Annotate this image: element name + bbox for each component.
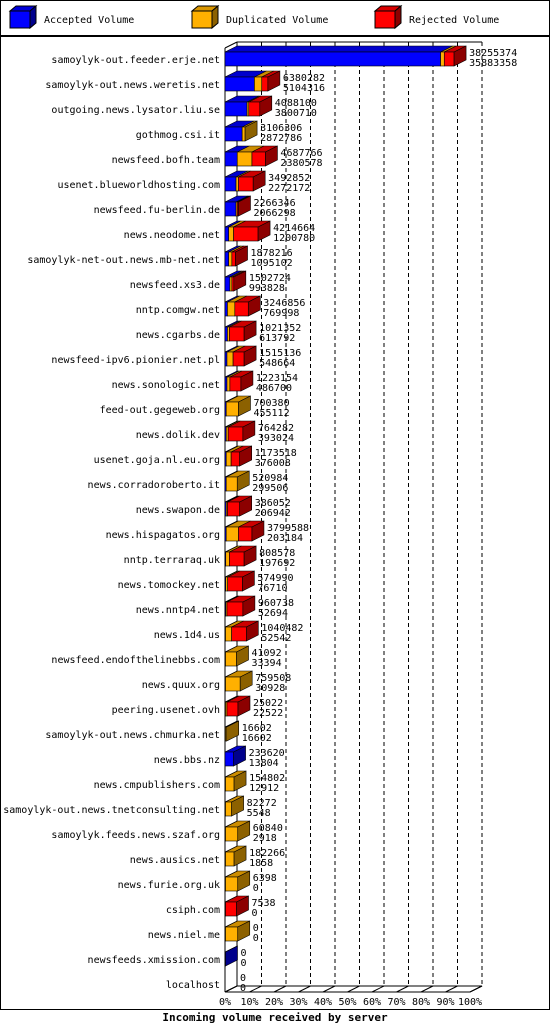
bar-segment-2: [229, 552, 244, 566]
value-label-accepted: 5548: [246, 808, 271, 819]
legend-swatch: [10, 11, 30, 28]
value-label-accepted: 0: [252, 883, 259, 894]
category-label: samoylyk-out.news.chmurka.net: [45, 730, 220, 741]
bar-segment-0: [225, 77, 254, 91]
bar-segment-2: [228, 427, 243, 441]
bar-side: [225, 946, 237, 966]
category-label: news.cgarbs.de: [135, 330, 220, 341]
value-label-total: 574990: [257, 573, 294, 584]
value-label-accepted: 16602: [241, 733, 272, 744]
value-label-accepted: 3800710: [274, 108, 317, 119]
value-label-total: 386052: [254, 498, 291, 509]
value-label-accepted: 33394: [251, 658, 282, 669]
bar-segment-2: [234, 227, 259, 241]
category-label: news.neodome.net: [123, 230, 220, 241]
bar-segment-1: [254, 77, 261, 91]
bar-segment-0: [225, 152, 237, 166]
category-label: newsfeed.fu-berlin.de: [93, 205, 220, 216]
bar-segment-1: [225, 852, 234, 866]
category-label: news.corradoroberto.it: [87, 480, 220, 491]
bar-segment-0: [225, 202, 236, 216]
value-label-accepted: 30928: [255, 683, 286, 694]
bar-segment-2: [262, 77, 268, 91]
bar-segment-1: [226, 402, 238, 416]
bar-segment-1: [227, 302, 234, 316]
value-label-accepted: 455112: [253, 408, 290, 419]
category-label: usenet.blueworldhosting.com: [57, 180, 220, 191]
value-label-total: 960738: [257, 598, 295, 609]
category-label: newsfeed.endofthelinebbs.com: [51, 655, 220, 666]
x-tick-label: 80%: [411, 997, 431, 1008]
bar-segment-1: [225, 677, 240, 691]
category-label: newsfeed.xs3.de: [129, 280, 220, 291]
value-label-accepted: 1095102: [250, 258, 293, 269]
value-label-accepted: 2066298: [253, 208, 296, 219]
bar-segment-1: [227, 352, 233, 366]
legend-swatch: [192, 11, 212, 28]
value-label-total: 700380: [253, 398, 290, 409]
bar-segment-1: [225, 777, 234, 791]
bar-segment-2: [231, 452, 240, 466]
value-label-accepted: 22522: [252, 708, 284, 719]
category-label: newsfeed-ipv6.pionier.net.pl: [51, 355, 220, 366]
bar-segment-2: [227, 602, 243, 616]
bar-segment-1: [441, 52, 445, 66]
bar-segment-1: [226, 452, 231, 466]
bar-segment-0: [225, 252, 229, 266]
category-label: usenet.goja.nl.eu.org: [93, 455, 220, 466]
value-label-accepted: 12912: [249, 783, 280, 794]
bar-segment-1: [225, 827, 237, 841]
value-label-total: 3492852: [268, 173, 311, 184]
value-label-total: 1878216: [250, 248, 293, 259]
value-label-accepted: 76710: [257, 583, 288, 594]
bar-segment-1: [227, 377, 230, 391]
value-label-total: 4088100: [274, 98, 317, 109]
value-label-accepted: 2272172: [268, 183, 311, 194]
bar-segment-0: [225, 302, 227, 316]
bar-segment-2: [225, 902, 236, 916]
x-tick-label: 40%: [313, 997, 333, 1008]
category-label: newsfeed.bofh.team: [111, 155, 220, 166]
category-label: news.tomockey.net: [117, 580, 220, 591]
value-label-total: 3106306: [260, 123, 303, 134]
category-label: gothmog.csi.it: [135, 130, 220, 141]
bar-segment-1: [237, 152, 252, 166]
x-tick-label: 100%: [457, 997, 483, 1008]
bar-segment-1: [225, 927, 237, 941]
bar-segment-1: [225, 802, 231, 816]
value-label-total: 759508: [255, 673, 292, 684]
value-label-total: 154802: [249, 773, 286, 784]
value-label-total: 808578: [259, 548, 296, 559]
x-tick-label: 30%: [289, 997, 308, 1008]
value-label-total: 0: [240, 973, 247, 984]
value-label-accepted: 393024: [257, 433, 295, 444]
bar-segment-1: [242, 127, 245, 141]
category-label: outgoing.news.lysator.liu.se: [51, 105, 220, 116]
value-label-total: 1173518: [254, 448, 297, 459]
value-label-accepted: 2918: [252, 833, 277, 844]
value-label-total: 4687766: [280, 148, 323, 159]
bar-segment-0: [225, 127, 242, 141]
x-tick-label: 50%: [338, 997, 357, 1008]
value-label-accepted: 376008: [254, 458, 291, 469]
value-label-total: 0: [252, 923, 259, 934]
x-tick-label: 0%: [218, 997, 232, 1008]
bar-segment-0: [225, 52, 441, 66]
value-label-accepted: 2872786: [260, 133, 303, 144]
category-label: news.1d4.us: [153, 630, 220, 641]
bar-segment-0: [225, 227, 229, 241]
category-label: samoylyk-net-out.news.mb-net.net: [27, 255, 220, 266]
value-label-accepted: 299506: [252, 483, 289, 494]
bar-top-0: [225, 46, 453, 52]
category-label: newsfeeds.xmission.com: [87, 955, 220, 966]
bar-segment-0: [225, 752, 234, 766]
value-label-total: 4214664: [273, 223, 316, 234]
value-label-total: 1040482: [261, 623, 304, 634]
bar-segment-2: [228, 577, 243, 591]
value-label-accepted: 613792: [259, 333, 296, 344]
category-label: feed-out.gegeweb.org: [99, 405, 220, 416]
value-label-total: 764282: [257, 423, 295, 434]
value-label-accepted: 769998: [263, 308, 300, 319]
category-label: peering.usenet.ovh: [111, 705, 220, 716]
category-label: news.dolik.dev: [135, 430, 220, 441]
value-label-total: 1223154: [255, 373, 299, 384]
value-label-accepted: 52542: [261, 633, 292, 644]
bar-segment-1: [226, 477, 237, 491]
x-tick-label: 20%: [264, 997, 284, 1008]
category-label: news.bbs.nz: [153, 755, 220, 766]
category-label: news.nntp4.net: [135, 605, 220, 616]
bar-segment-0: [225, 177, 236, 191]
category-label: news.ausics.net: [129, 855, 220, 866]
bar-segment-1: [229, 252, 232, 266]
bar-segment-2: [227, 502, 239, 516]
value-label-accepted: 1200780: [273, 233, 316, 244]
x-tick-label: 60%: [362, 997, 382, 1008]
value-label-accepted: 0: [240, 983, 247, 994]
category-label: news.hispagatos.org: [105, 530, 220, 541]
value-label-accepted: 2380578: [280, 158, 323, 169]
category-label: samoylyk.feeds.news.szaf.org: [51, 830, 220, 841]
x-tick-label: 70%: [387, 997, 406, 1008]
category-label: news.niel.me: [147, 930, 220, 941]
category-label: news.sonologic.net: [111, 380, 220, 391]
value-label-accepted: 993828: [248, 283, 285, 294]
value-label-accepted: 0: [252, 933, 259, 944]
bar-segment-2: [233, 352, 244, 366]
category-label: csiph.com: [165, 905, 220, 916]
category-label: news.quux.org: [141, 680, 220, 691]
bar-segment-1: [226, 527, 238, 541]
bar-segment-1: [236, 177, 238, 191]
value-label-accepted: 197692: [259, 558, 296, 569]
bar-segment-2: [229, 327, 244, 341]
legend-swatch: [375, 11, 395, 28]
value-label-accepted: 486700: [255, 383, 293, 394]
value-label-total: 3246856: [263, 298, 306, 309]
value-label-total: 82272: [246, 798, 277, 809]
category-label: samoylyk-out.news.tnetconsulting.net: [3, 805, 220, 816]
value-label-total: 1515136: [259, 348, 302, 359]
bar-segment-1: [225, 627, 231, 641]
bar-segment-2: [249, 102, 260, 116]
value-label-total: 25022: [252, 698, 284, 709]
value-label-total: 3799588: [266, 523, 310, 534]
legend-label-0: Accepted Volume: [44, 15, 135, 26]
bar-segment-0: [225, 327, 227, 341]
value-label-accepted: 548664: [259, 358, 296, 369]
category-label: samoylyk-out.feeder.erje.net: [51, 55, 220, 66]
category-label: news.swapon.de: [135, 505, 220, 516]
value-label-total: 233620: [248, 748, 285, 759]
value-label-total: 1502724: [248, 273, 291, 284]
legend-label-1: Duplicated Volume: [226, 15, 329, 26]
bar-segment-0: [225, 277, 230, 291]
bar-segment-2: [227, 702, 238, 716]
category-label: nntp.terraraq.uk: [123, 555, 220, 566]
legend-label-2: Rejected Volume: [409, 15, 500, 26]
value-label-accepted: 0: [251, 908, 258, 919]
bar-segment-2: [230, 377, 241, 391]
value-label-total: 16602: [241, 723, 272, 734]
value-label-accepted: 0: [240, 958, 247, 969]
value-label-accepted: 1858: [249, 858, 274, 869]
bar-segment-2: [238, 177, 253, 191]
value-label-total: 6380282: [282, 73, 326, 84]
category-label: samoylyk-out.news.weretis.net: [45, 80, 220, 91]
value-label-total: 182266: [249, 848, 286, 859]
bar-segment-0: [225, 102, 247, 116]
bar-segment-2: [444, 52, 454, 66]
value-label-total: 60840: [252, 823, 283, 834]
bar-segment-1: [225, 877, 237, 891]
category-label: localhost: [165, 980, 220, 991]
value-label-total: 2266346: [253, 198, 296, 209]
bar-segment-1: [225, 652, 236, 666]
value-label-accepted: 206942: [254, 508, 291, 519]
value-label-total: 7538: [251, 898, 276, 909]
category-label: news.cmpublishers.com: [93, 780, 220, 791]
value-label-accepted: 5104316: [282, 83, 326, 94]
value-label-total: 520984: [252, 473, 289, 484]
value-label-accepted: 203184: [266, 533, 304, 544]
category-label: news.furie.org.uk: [117, 880, 220, 891]
x-tick-label: 90%: [436, 997, 455, 1008]
category-label: nntp.comgw.net: [135, 305, 220, 316]
value-label-total: 1021352: [259, 323, 302, 334]
x-axis-label: Incoming volume received by server: [162, 1011, 388, 1024]
value-label-total: 41092: [251, 648, 282, 659]
value-label-accepted: 35883358: [469, 58, 518, 69]
value-label-accepted: 13804: [248, 758, 279, 769]
x-tick-label: 10%: [240, 997, 259, 1008]
value-label-accepted: 52694: [257, 608, 288, 619]
bar-segment-2: [232, 252, 236, 266]
bar-segment-2: [232, 627, 247, 641]
bar-segment-1: [229, 227, 234, 241]
bar-segment-2: [238, 527, 251, 541]
value-label-total: 6398: [252, 873, 277, 884]
bar-segment-2: [252, 152, 265, 166]
value-label-total: 38255374: [469, 48, 518, 59]
value-label-total: 0: [240, 948, 247, 959]
bar-segment-1: [226, 552, 230, 566]
bar-segment-2: [235, 302, 248, 316]
